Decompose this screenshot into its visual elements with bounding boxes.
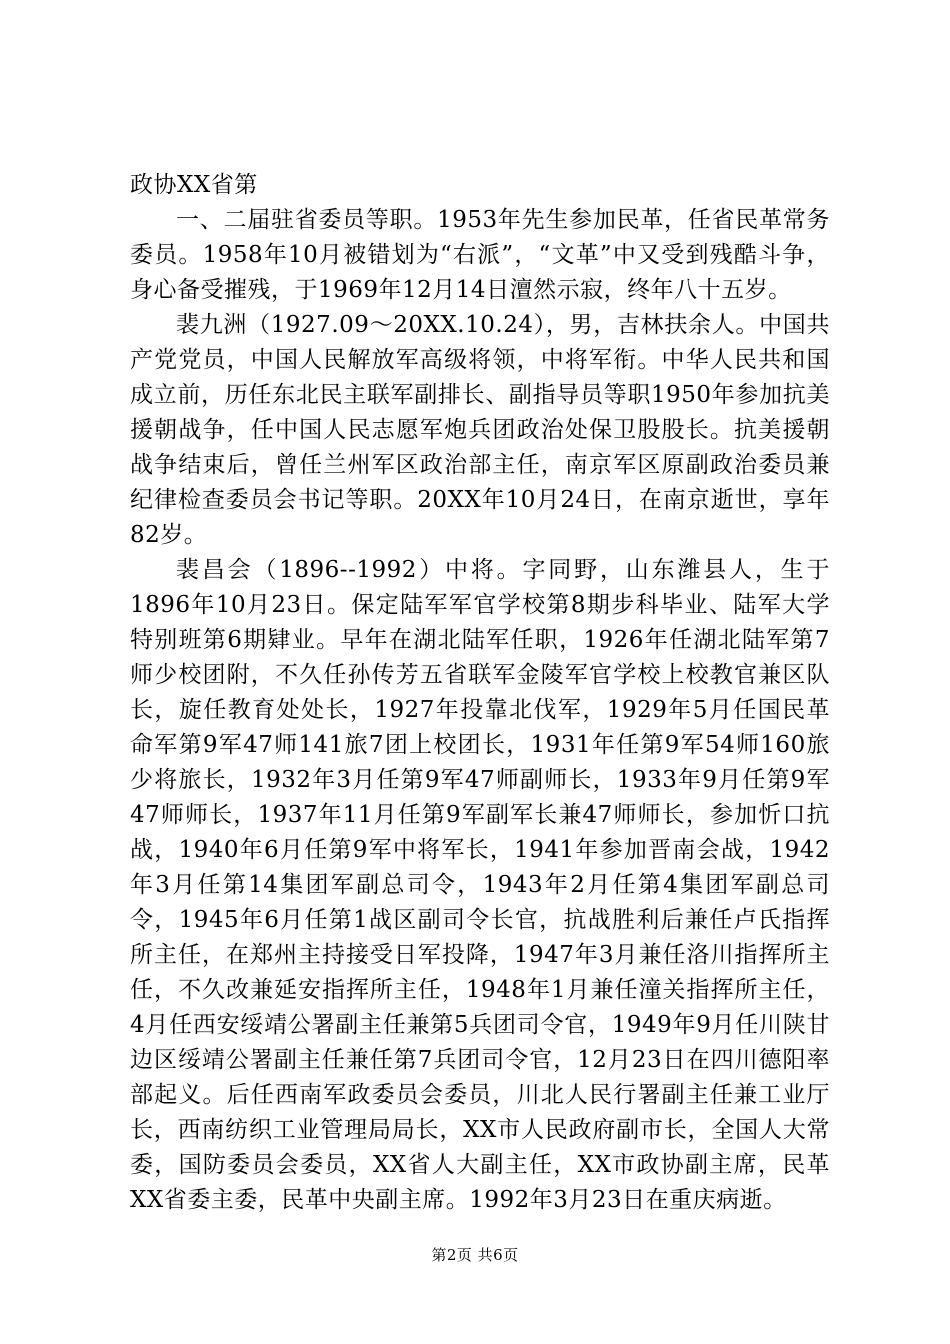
page-number-label: 第2页 共6页 — [431, 1246, 519, 1264]
page-footer — [0, 1245, 950, 1265]
paragraph-biography-pei-changhui: 裴昌会（1896--1992）中将。字同野，山东潍县人，生于1896年10月23日。保定陆军军官学校第8期步科毕业、陆军大学特别班第6期肄业。早年在湖北陆军任职，1926年任湖北陆军第7师少校团附，不久任孙传芳五省联军金陵军官学校上校教官兼区队长，旋任教育处处长，1927年投靠北伐军，1929年5月任国民革命军第9军47师141旅7团上校团长，1931年任第9军54师160旅少将旅长，1932年3月任第9军47师副师长，1933年9月任第9军47师师长，1937年11月任第9军副军长兼47师师长，参加忻口抗战，1940年6月任第9军中将军长，1941年参加晋南会战，1942年3月任第14集团军副总司令，1943年2月任第4集团军副总司令，1945年6月任第1战区副司令长官，抗战胜利后兼任卢氏指挥所主任，在郑州主持接受日军投降，1947年3月兼任洛川指挥所主任，不久改兼延安指挥所主任，1948年1月兼任潼关指挥所主任，4月任西安绥靖公署副主任兼第5兵团司令官，1949年9月任川陕甘边区绥靖公署副主任兼任第7兵团司令官，12月23日在四川德阳率部起义。后任西南军政委员会委员，川北人民行署副主任兼工业厅长，西南纺织工业管理局局长，XX市人民政府副市长，全国人大常委，国防委员会委员，XX省人大副主任，XX市政协副主席，民革XX省委主委，民革中央副主席。1992年3月23日在重庆病逝。 — [130, 557, 830, 1213]
paragraph-heading-fragment: 政协XX省第 — [130, 172, 258, 198]
document-body — [130, 168, 830, 1218]
paragraph-biography-pei-jiuzhou: 裴九洲（1927.09～20XX.10.24），男，吉林扶余人。中国共产党党员，中国人民解放军高级将领，中将军衔。中华人民共和国成立前，历任东北民主联军副排长、副指导员等职1950年参加抗美援朝战争，任中国人民志愿军炮兵团政治处保卫股股长。抗美援朝战争结束后，曾任兰州军区政治部主任，南京军区原副政治委员兼纪律检查委员会书记等职。20XX年10月24日，在南京逝世，享年82岁。 — [130, 312, 830, 548]
paragraph-biography-intro: 一、二届驻省委员等职。1953年先生参加民革，任省民革常务委员。1958年10月被错划为“右派”，“文革”中又受到残酷斗争，身心备受摧残，于1969年12月14日澶然示寂，终年八十五岁。 — [130, 207, 830, 303]
